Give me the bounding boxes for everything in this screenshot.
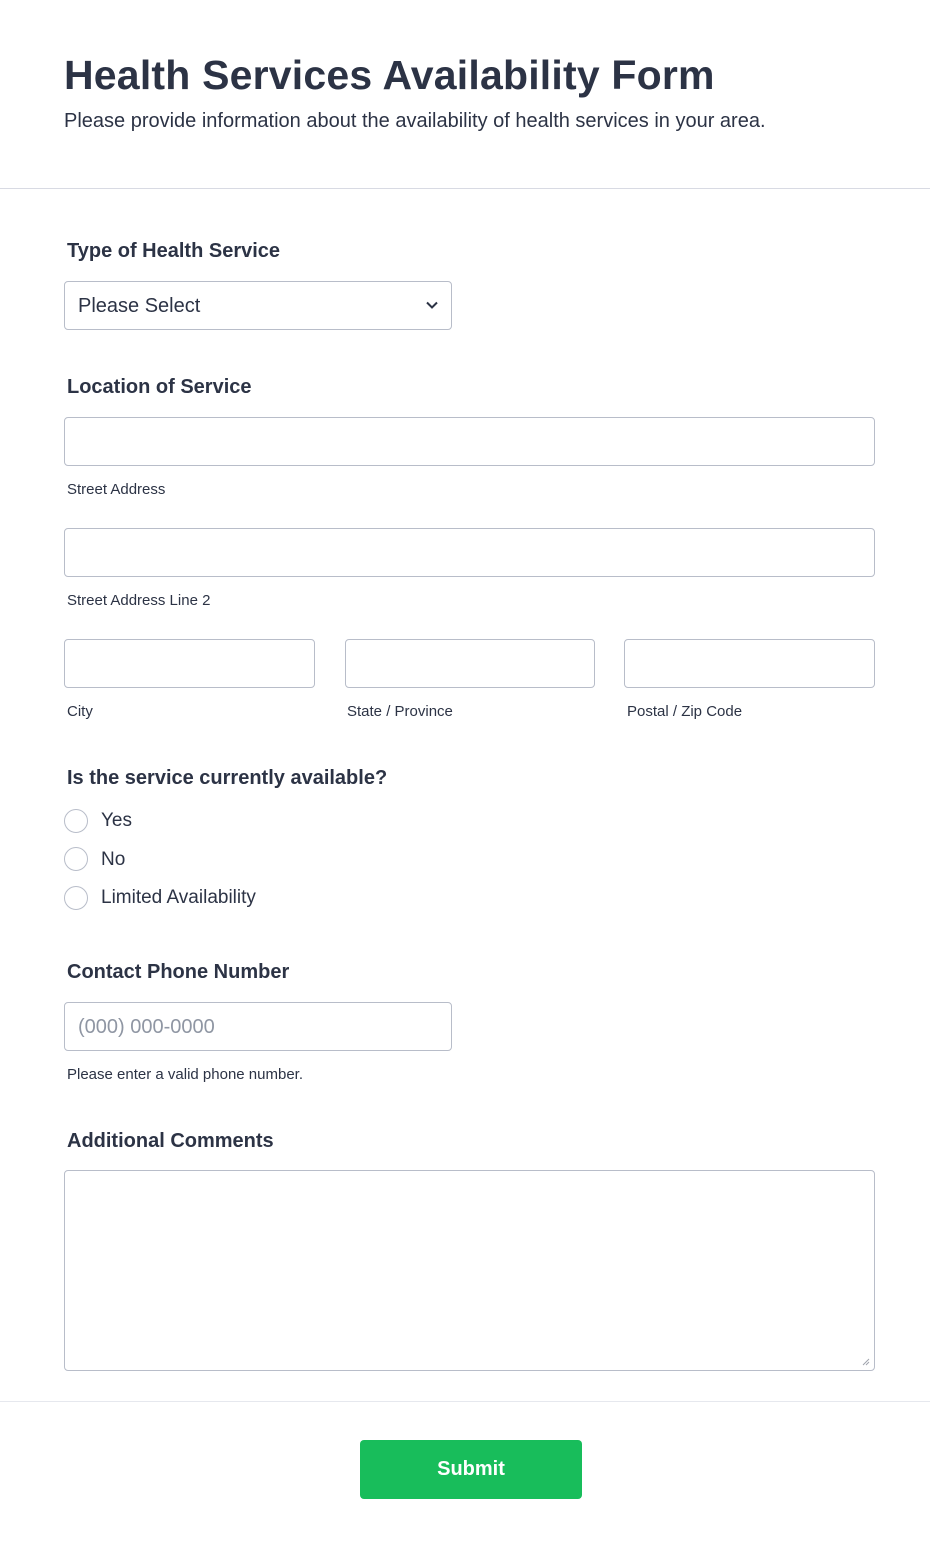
page-title: Health Services Availability Form — [64, 52, 715, 98]
select-value: Please Select — [78, 295, 201, 317]
comments-textarea[interactable] — [64, 1170, 875, 1371]
radio-yes[interactable] — [64, 809, 88, 833]
zip-input[interactable] — [624, 639, 875, 688]
radio-no[interactable] — [64, 847, 88, 871]
radio-no-label[interactable]: No — [101, 849, 126, 870]
resize-handle-icon[interactable] — [860, 1356, 870, 1366]
service-type-select[interactable] — [64, 281, 452, 330]
divider — [0, 188, 930, 189]
radio-limited-label[interactable]: Limited Availability — [101, 887, 256, 908]
footer-divider — [0, 1401, 930, 1402]
radio-yes-label[interactable]: Yes — [101, 810, 132, 831]
service-type-label: Type of Health Service — [67, 240, 281, 262]
phone-input[interactable] — [64, 1002, 452, 1051]
city-input[interactable] — [64, 639, 315, 688]
street-address-input[interactable] — [64, 417, 875, 466]
zip-sublabel: Postal / Zip Code — [627, 703, 743, 720]
page-subtitle: Please provide information about the availability of health services in your area. — [64, 110, 766, 132]
phone-placeholder: (000) 000-0000 — [78, 1016, 215, 1038]
street-address-sublabel: Street Address — [67, 481, 166, 498]
city-sublabel: City — [67, 703, 93, 720]
phone-label: Contact Phone Number — [67, 961, 290, 983]
street-address-line2-sublabel: Street Address Line 2 — [67, 592, 211, 609]
radio-limited[interactable] — [64, 886, 88, 910]
state-input[interactable] — [345, 639, 595, 688]
availability-label: Is the service currently available? — [67, 767, 388, 789]
state-sublabel: State / Province — [347, 703, 453, 720]
phone-hint: Please enter a valid phone number. — [67, 1066, 303, 1083]
location-label: Location of Service — [67, 376, 252, 398]
chevron-down-icon — [425, 298, 439, 312]
street-address-line2-input[interactable] — [64, 528, 875, 577]
comments-label: Additional Comments — [67, 1130, 274, 1152]
submit-button[interactable]: Submit — [360, 1440, 582, 1499]
